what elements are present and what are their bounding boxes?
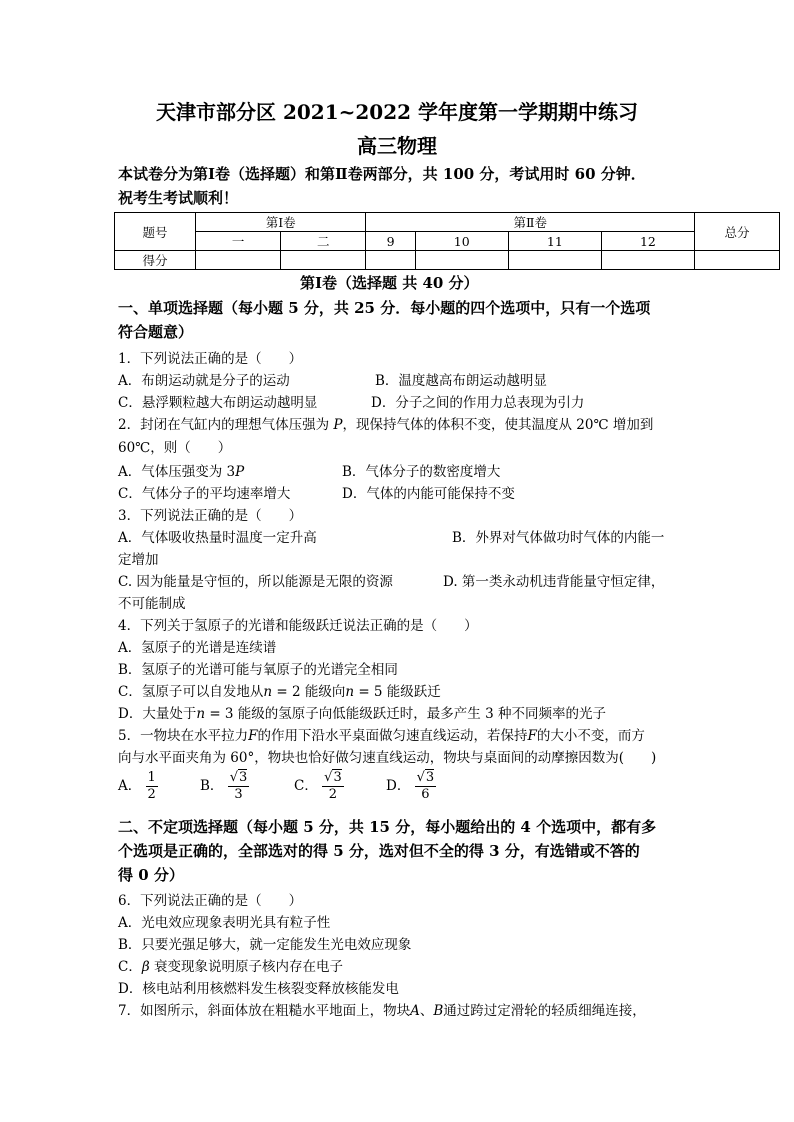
q4-d-post: = 3 能级的氢原子向低能级跃迁时，最多产生 3 种不同频率的光子 [205,706,606,722]
q6-c-post: 衰变现象说明原子核内存在电子 [149,959,343,975]
q5-b-label: B． [200,778,224,794]
q3-option-a: A．气体吸收热量时温度一定升高 [118,530,317,546]
q1-option-d: D．分子之间的作用力总表现为引力 [371,395,585,411]
sub-12: 12 [601,232,694,251]
score-cell[interactable] [196,251,281,270]
col-tihao: 题号 [115,213,196,251]
col-juan2: 第Ⅱ卷 [366,213,695,232]
q5-c-fraction [322,770,344,803]
q4-c-pre: C．氢原子可以自发地从 [118,684,264,700]
q2-stem-l1 [118,413,653,433]
q5-option-b [200,770,249,803]
q4-d-pre: D．大量处于 [118,706,197,722]
sec2-heading-l3: 得 0 分） [118,866,184,884]
score-cell[interactable] [601,251,694,270]
q2-var-p: P [333,417,343,433]
q5-d-den: 6 [421,787,430,802]
q2-stem-l1a: 2．封闭在气缸内的理想气体压强为 [118,417,330,433]
exam-title: 天津市部分区 2021~2022 学年度第一学期期中练习 [155,100,638,124]
sub-10: 10 [415,232,508,251]
q6-option-d: D．核电站利用核燃料发生核裂变释放核能发电 [118,981,399,997]
q4-stem: 4．下列关于氢原子的光谱和能级跃迁说法正确的是（ ） [118,618,478,634]
q5-l1-b: 的作用下沿水平桌面做匀速直线运动，若保持 [257,728,528,744]
q3-stem: 3．下列说法正确的是（ ） [118,508,303,524]
sub-2: 二 [281,232,366,251]
q2-option-a-text: A．气体压强变为 3 [118,464,236,480]
q1-option-a: A．布朗运动就是分子的运动 [118,373,290,389]
q7-l1-a: 7．如图所示，斜面体放在粗糙水平地面上，物块 [118,1003,411,1019]
q5-a-fraction [146,770,158,803]
q5-var-f2: F [527,728,537,744]
q5-var-f: F [248,728,258,744]
q7-var-a: A [410,1003,420,1019]
score-cell[interactable] [695,251,780,270]
q5-d-num: 3 [425,770,435,785]
q4-option-c [118,680,441,700]
q5-c-den: 2 [328,787,338,802]
q5-l1-c: 的大小不变，而方 [536,728,645,744]
q6-option-c [118,955,343,975]
sqrt-symbol: √3 [229,770,248,785]
sub-11: 11 [508,232,601,251]
score-cell[interactable] [508,251,601,270]
q6-c-beta: β [141,959,150,975]
q5-a-num: 1 [147,770,156,785]
exam-subject: 高三物理 [357,134,437,158]
score-table [114,212,780,270]
row-defen: 得分 [115,251,196,270]
q6-option-a: A．光电效应现象表明光具有粒子性 [118,915,331,931]
intro-line-1: 本试卷分为第Ⅰ卷（选择题）和第Ⅱ卷两部分，共 100 分，考试用时 60 分钟． [118,165,646,183]
sub-1: 一 [196,232,281,251]
sec2-heading-l1: 二、不定项选择题（每小题 5 分，共 15 分，每小题给出的 4 个选项中，都有多 [118,818,657,836]
q6-option-b: B．只要光强足够大，就一定能发生光电效应现象 [118,937,412,953]
q4-c-mid: = 2 能级向 [272,684,346,700]
q7-stem-l1 [118,999,646,1019]
q3-option-b-l2: 定增加 [118,552,159,568]
sec1-heading-l1: 一、单项选择题（每小题 5 分，共 25 分．每小题的四个选项中，只有一个选项 [118,299,651,317]
q5-a-label: A． [118,778,142,794]
q5-c-label: C． [294,778,318,794]
q2-option-a [118,460,244,480]
q4-c-n1: n [263,684,273,700]
q2-option-d: D．气体的内能可能保持不变 [342,486,515,502]
intro-line-2: 祝考生考试顺利！ [118,189,239,207]
q5-d-label: D． [386,778,411,794]
q6-c-pre: C． [118,959,142,975]
q5-b-fraction [228,770,250,803]
q4-c-post: = 5 能级跃迁 [354,684,441,700]
sec2-heading-l2: 个选项是正确的，全部选对的得 5 分，选对但不全的得 3 分，有选错或不答的 [118,842,640,860]
q3-option-d-l1: D. 第一类永动机违背能量守恒定律， [443,574,665,590]
sub-9: 9 [366,232,415,251]
score-cell[interactable] [415,251,508,270]
q7-var-b: B [433,1003,444,1019]
q5-option-c [294,770,344,803]
q4-c-n2: n [345,684,355,700]
q2-option-c: C．气体分子的平均速率增大 [118,486,291,502]
q7-l1-b: 通过跨过定滑轮的轻质细绳连接， [443,1003,646,1019]
score-cell[interactable] [281,251,366,270]
q1-option-c: C．悬浮颗粒越大布朗运动越明显 [118,395,318,411]
q5-l1-a: 5．一物块在水平拉力 [118,728,249,744]
q5-a-den: 2 [147,787,156,802]
q5-c-num: 3 [333,770,342,785]
score-cell[interactable] [366,251,415,270]
q4-option-b: B．氢原子的光谱可能与氧原子的光谱完全相同 [118,662,398,678]
q4-option-d [118,702,606,722]
part1-heading: 第Ⅰ卷（选择题 共 40 分） [300,274,479,292]
sec1-heading-l2: 符合题意） [118,323,194,341]
q2-option-b: B．气体分子的数密度增大 [342,464,501,480]
q3-option-d-l2: 不可能制成 [118,596,186,612]
q3-option-b-l1: B．外界对气体做功时气体的内能一 [452,530,665,546]
q4-option-a: A．氢原子的光谱是连续谱 [118,640,277,656]
q2-stem-l2: 60℃，则（ ） [118,440,232,456]
q5-b-den: 3 [234,787,243,802]
q5-b-num: 3 [239,770,248,785]
q2-stem-l1b: ，现保持气体的体积不变，使其温度从 20℃ 增加到 [342,417,654,433]
q3-option-c: C. 因为能量是守恒的，所以能源是无限的资源 [118,574,393,590]
q5-option-a [118,770,158,803]
sqrt-symbol: √3 [324,770,342,785]
col-zongfen: 总分 [695,213,780,251]
q7-sep: 、 [419,1003,434,1019]
q5-option-d [386,770,436,803]
q5-stem-l2: 向与水平面夹角为 60°，物块也恰好做匀速直线运动，物块与桌面间的动摩擦因数为( ) [118,750,657,766]
q5-stem-l1 [118,724,645,744]
q1-stem: 1．下列说法正确的是（ ） [118,351,303,367]
q6-stem: 6．下列说法正确的是（ ） [118,893,303,909]
q4-d-n: n [196,706,206,722]
col-juan1: 第Ⅰ卷 [196,213,366,232]
q5-d-fraction [415,770,437,803]
sqrt-symbol: √3 [416,770,435,785]
q1-option-b: B．温度越高布朗运动越明显 [375,373,547,389]
q2-option-a-var: P [235,464,245,480]
